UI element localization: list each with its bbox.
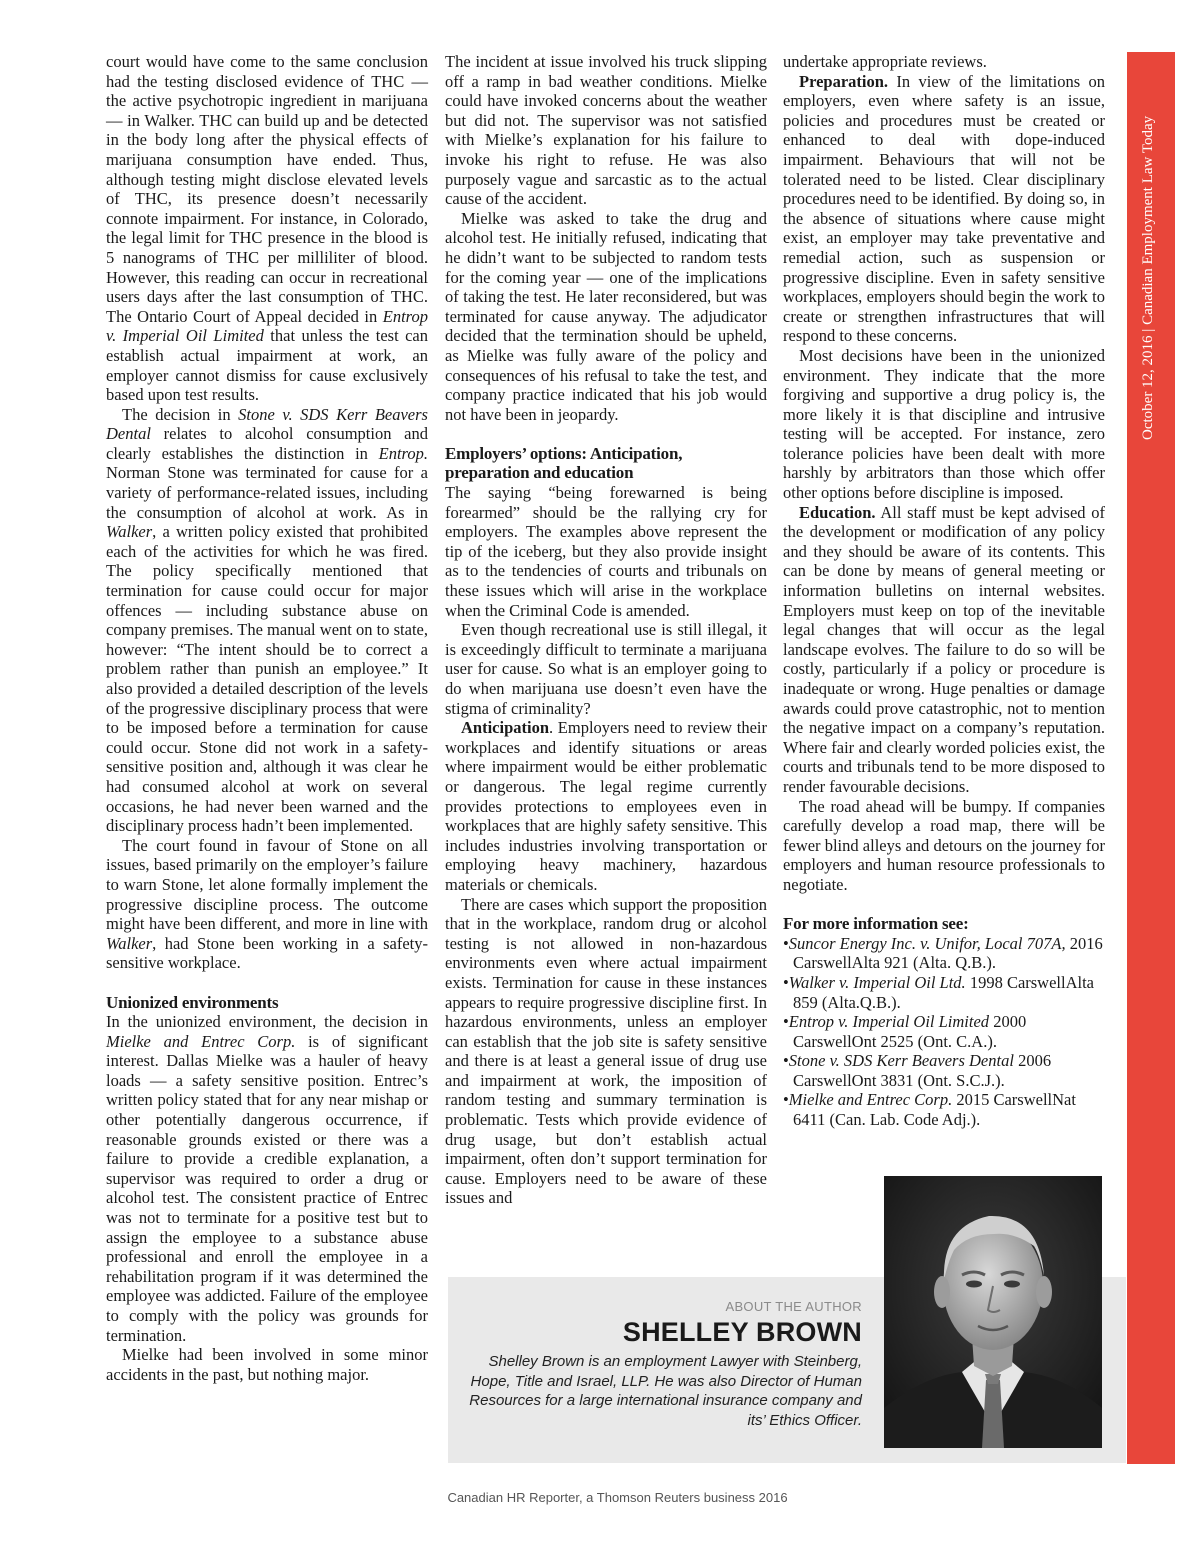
paragraph: Anticipation. Employers need to review their workplaces and identify situations or areas where impairment would be either problematic or dangerous. The legal regime currently provides protections to employees even in workplaces that are highly safety sensitive. This includes industries involving transportation or employing heavy machinery, hazardous materials or chemicals.: [445, 718, 767, 894]
references-list: [783, 934, 1105, 1130]
author-bio: Shelley Brown is an employment Lawyer with Steinberg, Hope, Title and Israel, LLP. He was also Director of Human Resources for a large international insurance company and its’ Ethics Officer.: [469, 1353, 862, 1429]
paragraph: The incident at issue involved his truck slipping off a ramp in bad weather conditions. Mielke could have invoked concerns about the weather but did not. The supervisor was not satisfied with Mielke’s explanation for his failure to invoke his right to refuse. He was also purposely vague and sarcastic as to the actual cause of the accident.: [445, 52, 767, 209]
reference-item: •Stone v. SDS Kerr Beavers Dental 2006 CarswellOnt 3831 (Ont. S.C.J.).: [783, 1051, 1052, 1090]
paragraph: In the unionized environment, the decision in Mielke and Entrec Corp. is of significant interest. Dallas Mielke was a hauler of heavy loads — a safety sensitive position. Entrec’s written policy stated that for any near mishap or other potentially dangerous occurrence, if reasonable grounds existed or there was a failure to provide a credible explanation, a supervisor was required to order a drug or alcohol test. The consistent practice of Entrec was not to terminate for a positive test but to assign the employee to a substance abuse professional and enroll the employee in a rehabilitation program if it was determined the employee was addicted. Failure of the employee to comply with the policy was grounds for termination.: [106, 1012, 428, 1345]
author-info: [460, 1298, 862, 1430]
article-column-1: [106, 52, 428, 1384]
reference-item: •Entrop v. Imperial Oil Limited 2000 CarswellOnt 2525 (Ont. C.A.).: [783, 1012, 1027, 1051]
paragraph: Education. All staff must be kept advised of the development or modification of any policy and they should be aware of its contents. This can be done by means of general meeting or information bulletins on internal websites. Employers must keep on top of the inevitable legal changes that will occur as the legal landscape evolves. The failure to do so will be costly, particularly if a policy or procedure is inadequate or wrong. Huge penalties or damage awards could prove catastrophic, not to mention the negative impact on a company’s reputation. Where fair and clearly worded policies exist, the courts and tribunals tend to be more disposed to render favourable decisions.: [783, 502, 1105, 796]
author-name: SHELLEY BROWN: [622, 1317, 862, 1347]
article-column-2: [445, 52, 767, 1208]
article-column-3: [783, 52, 1105, 1130]
section-heading: Employers’ options: Anticipation, preparation and education: [445, 443, 683, 483]
paragraph: Even though recreational use is still illegal, it is exceedingly difficult to terminate a marijuana user for cause. So what is an employer going to do when marijuana use doesn’t even have the stigma of criminality?: [445, 620, 767, 718]
about-author-label: ABOUT THE AUTHOR: [725, 1299, 862, 1314]
reference-item: •Walker v. Imperial Oil Ltd. 1998 CarswellAlta 859 (Alta.Q.B.).: [783, 972, 1094, 1012]
paragraph: undertake appropriate reviews.: [783, 52, 987, 71]
paragraph: Mielke had been involved in some minor accidents in the past, but nothing major.: [106, 1345, 428, 1384]
paragraph: The decision in Stone v. SDS Kerr Beavers Dental relates to alcohol consumption and clearly establishes the distinction in Entrop. Norman Stone was terminated for cause for a variety of performance-related issues, including the consumption of alcohol at work. As in Walker, a written policy existed that prohibited each of the activities for which he was fired. The policy specifically mentioned that termination for cause could occur for major offences — including substance abuse on company premises. The manual went on to state, however: “The intent should be to correct a problem rather than punish an employee.” It also provided a detailed description of the levels of the progressive disciplinary process that were to be imposed before a termination for cause could occur. Stone did not work in a safety-sensitive position and, although it was clear he had consumed alcohol at work on several occasions, he had never been warned and the disciplinary process hadn’t been implemented.: [106, 404, 428, 836]
paragraph: court would have come to the same conclusion had the testing disclosed evidence of THC — the active psychotropic ingredient in marijuana — in Walker. THC can build up and be detected in the body long after the physical effects of marijuana consumption have ended. Thus, although testing might disclose elevated levels of THC, its presence doesn’t necessarily connote impairment. For instance, in Colorado, the legal limit for THC presence in the blood is 5 nanograms of THC per milliliter of blood. However, this reading can occur in recreational users days after the last consumption of THC. The Ontario Court of Appeal decided in Entrop v. Imperial Oil Limited that unless the test can establish actual impairment at work, an employer cannot dismiss for cause exclusively based upon test results.: [106, 52, 428, 405]
page-footer: Canadian HR Reporter, a Thomson Reuters business 2016: [447, 1490, 788, 1505]
paragraph: Most decisions have been in the unionized environment. They indicate that the more forgiving and supportive a drug policy is, the more likely it is that discipline and intrusive testing will be accepted. For instance, zero tolerance policies have been dealt with more harshly by arbitrators than those which offer other options before discipline is imposed.: [783, 345, 1105, 503]
section-heading: Unionized environments: [106, 992, 279, 1012]
paragraph: The road ahead will be bumpy. If companies carefully develop a road map, there will be fewer blind alleys and detours on the journey for employers and human resource professionals to negotiate.: [783, 796, 1105, 894]
paragraph: There are cases which support the proposition that in the workplace, random drug or alcohol testing is not allowed in non-hazardous environments even where actual impairment exists. Termination for cause in these instances appears to require progressive discipline first. In hazardous environments, unless an employer can establish that the job site is safety sensitive and there is at least a general issue of drug use and impairment at work, the imposition of random testing and summary termination is problematic. Tests which provide evidence of drug usage, but don’t establish actual impairment, often don’t support termination for cause. Employers need to be aware of these issues and: [445, 894, 767, 1208]
paragraph: The court found in favour of Stone on all issues, based primarily on the employer’s failure to warn Stone, let alone formally implement the progressive discipline process. The outcome might have been different, and more in line with Walker, had Stone been working in a safety-sensitive workplace.: [106, 835, 428, 973]
author-portrait-image: [884, 1176, 1102, 1448]
reference-item: •Mielke and Entrec Corp. 2015 CarswellNat 6411 (Can. Lab. Code Adj.).: [783, 1090, 1076, 1130]
sidebar-running-title: October 12, 2016 | Canadian Employment Law Today: [1140, 115, 1156, 440]
reference-item: •Suncor Energy Inc. v. Unifor, Local 707A, 2016 CarswellAlta 921 (Alta. Q.B.).: [783, 933, 1103, 973]
references-heading: For more information see:: [783, 914, 969, 934]
paragraph: Mielke was asked to take the drug and alcohol test. He initially refused, indicating that he didn’t want to be subjected to random tests for the coming year — one of the implications of taking the test. He later reconsidered, but was terminated for cause anyway. The adjudicator decided that the termination should be upheld, as Mielke was fully aware of the policy and consequences of his refusal to take the test, and company practice indicated that his job would not have been in jeopardy.: [445, 208, 767, 424]
paragraph: The saying “being forewarned is being forearmed” should be the rallying cry for employers. The examples above represent the tip of the iceberg, but they also provide insight as to the tendencies of courts and tribunals on these issues which will arise in the workplace when the Criminal Code is amended.: [445, 483, 767, 620]
author-photo: [884, 1176, 1102, 1448]
paragraph: Preparation. In view of the limitations on employers, even where safety is an issue, policies and procedures must be created or enhanced to deal with dope-induced impairment. Behaviours that will not be tolerated need to be listed. Clear disciplinary procedures need to be identified. By doing so, in the absence of situations where cause might exist, an employer may take preventative and remedial action, such as suspension or progressive discipline. Even in safety sensitive workplaces, employers should begin the work to create or strengthen infrastructures that will respond to these concerns.: [783, 71, 1105, 346]
